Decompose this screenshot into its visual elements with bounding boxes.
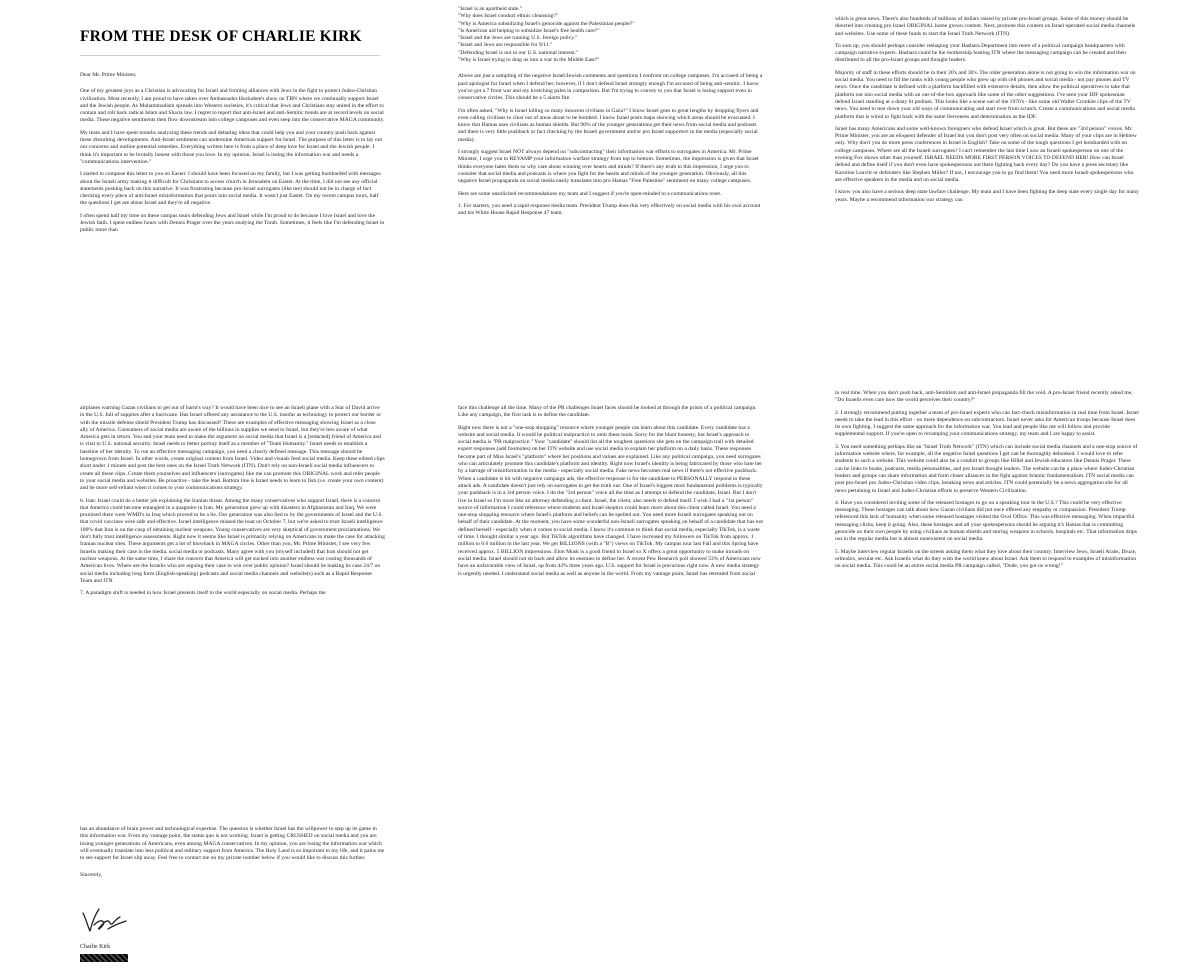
paragraph: has an abundance of brain power and technological expertise. The question is whether Israel has the willpower to step up its game in this information war. From my vantage point, the status quo is not working. Israel is getting CRUSHED on social media and you are losing younger generations of Americans, even among MAGA conservatives. In my opinion, you are losing the information war which will eventually translate into less political and military support from America. The Holy Land is so important to my life, and it pains me to see support for Israel slip away. Feel free to contact me on my private number below if you would like to discuss this further. [80, 826, 385, 862]
salutation: Dear Mr. Prime Minister, [80, 72, 137, 78]
paragraph: 6. Iran: Israel could do a better job explaining the Iranian threat. Among the many conservatives who support Israel, there is a concern that America could become entangled in a quagmire in Iran. My generation grew up with disasters in Afghanistan and Iraq. We were promised there were WMD's in Iraq which proved to be a lie. Our generation was also lied to by the governments of Israel and the U.S. that covid vaccines were safe and effective. Israel intelligence missed the boat on October 7, but we're asked to trust Israeli intelligence 100% that Iran is on the cusp of obtaining nuclear weapons. Young conservatives are very skeptical of government proclamations. We don't fully trust intelligence assessments. Right now it seems like Israel is primarily relying on Americans to make the case for attacking Iranian nuclear sites. These arguments get a lot of blowback in MAGA circles. Other than you, Mr. Prime Minister, I see very few Israelis making their case in the media, social media or podcasts. Many agree with you (myself included) that Iran should not get nuclear weapons. At the same time, I share the concern that America will get sucked into another endless war costing thousands of American lives. Where are the Israelis who are arguing their case to win over public opinion? Israel should be making its case 24/7 on social media including long form (English-speaking) podcasts and social media channels and website(s) such as a Rapid Response Team and ITN. [80, 497, 385, 584]
redaction-label [80, 967, 84, 968]
paragraph: I often spend half my time on these campus tours defending Jews and Israel while I'm proud to do because I love Israel and love the Jewish faith. I spent endless hours with Dennis Prager over the years studying the Torah. Sometimes, it feels like I'm defending Israel in public more than [80, 212, 385, 234]
page-panel-3 [835, 16, 1140, 336]
paragraph: 4. Have you considered inviting some of the released hostages to go on a speaking tour in the U.S.? This could be very effective messaging. These hostages can talk about how Gazan civilians did not once offered any empathy or compassion. President Trump referenced this lack of humanity when some released hostages visited the Oval Office. This was effective messaging. When impactful messaging clicks, keep it going. Also, these hostages and all your spokespersons should be arguing it's Hamas that is committing genocide on their own people by using civilians as human shields and storing weapons in schools, hospitals etc. That information drips out in the regular media but is almost nonexistent on social media. [835, 499, 1137, 543]
paragraph: 1. For starters, you need a rapid response media team. President Trump does this very effectively on social media with his own account and his White House Rapid Response 47 team. [458, 202, 761, 217]
letter-heading: FROM THE DESK OF CHARLIE KIRK [80, 28, 362, 45]
sign-off: Sincerely, [80, 872, 103, 879]
page-panel-4 [80, 405, 385, 758]
paragraph: Above are just a sampling of the negative Israel/Jewish comments and questions I confront on college campuses. I'm accused of being a paid apologist for Israel when I defend her; however, if I don't defend Israel strongly enough I'm accused of being anti-semitic. I know you've got a 7 front war and my kvetching pales in comparison. But I'm trying to convey to you that Israel is losing support even in conservative circles. This should be a 5 alarm fire. [458, 73, 763, 102]
question-item: "Why is Israel trying to drag us into a war in the Middle East?" [458, 57, 600, 64]
heading-rule [80, 55, 380, 56]
paragraph: One of my greatest joys as a Christian is advocating for Israel and forming alliances with Jews in the fight to protect Judeo-Christian civilization. Most recently, I am proud to have taken over Ambassador Huckabee's show on TBN where we continually support Israel and the Jewish people. As Muhammadism spreads into Western societies, it's critical that Jews and Christians stay united in the effort to contain and roll back radical Islam and Sharia law. I regret to report that anti-Israel and anti-Semitic trends are at record levels on social media. These negative sentiments then flow downstream into college campuses and even seep into the conservative MAGA community. [80, 88, 385, 124]
paragraph: Right now there is not a "one-stop shopping" resource where younger people can learn about this candidate. Every candidate has a website and social media. It would be political malpractice to omit these tools. Sorry for the blunt honesty, but Israel's approach to social media is "PR malpractice." Your "candidate" should list all the toughest questions she gets on the campaign trail with detailed expert responses (add footnotes) on her ITN website and use social media to explain her platform on a daily basis. These responses become part of Miss Israel's "platform" where her positions and values are explained. Like any political campaign, you need surrogates who can articulately promote this candidate's platform and identity. Right now Israel's identity is being fabricated by those who hate her by a barrage of misinformation in the media - especially social media. Fake news becomes real news if there's not effective pushback. When a candidate is hit with negative campaign ads, the effective response is for the candidate to PERSONALLY respond to these attack ads. A candidate doesn't just rely on surrogates to get the truth out. One of Israel's biggest most fundamental problems is typically your pushback is in a 3rd person voice. I do the "3rd person" voice all the time as I attempt to defend the candidate, Israel. But I don't live in Israel so I'm more like an attorney defending a client. Israel, the client, also needs to defend itself. I wish I had a "1st person" source of information I could reference where students and Israel skeptics could learn more about this client called Israel. You need a one-stop shopping resource where Israel's platform and beliefs can be spelled out. You need more Israeli surrogates speaking out on behalf of their candidate. At the moment, you have some wonderful non-Israeli surrogates speaking on behalf of a candidate that has not defined herself - especially when it comes to social media. I know it's common to think that social media, especially TikTok, is a waste of time. I thought similar a year ago. But TikTok algorithms have changed. I have increased my followers on TikTok from approx. 1 million to 6.6 million in the last year. We get BILLIONS (with a "B") views on TikTok. My campus tour last Fall and this Spring have received approx. 5 BILLION impressions. Elon Musk is a good friend to Israel so X offers a great opportunity to make inroads on social media. Israel should not sit back and allow its enemies to define her. A recent Pew Research poll showed 53% of Americans now have an unfavorable view of Israel, up from 42% three years ago. U.S. support for Israel is precarious right now. A new media strategy is urgently needed. I understand social media as well as anyone in the world. From my vantage point, Israel has retreated from social [458, 424, 763, 577]
question-item: "Israel is an apartheid state." [458, 6, 523, 12]
paragraph: 3. You need something perhaps like an "Israel Truth Network" (ITN) which can include social media channels and a one-stop source of information website where, for example, all the negative Israel questions I get can be thoroughly debunked. I would love to refer students to such a website. This website could also be a conduit to groups like Hillel and Jewish educators like Dennis Prager. There can be links to books, podcasts, media personalities, and pro Israel thought leaders. The website can be a place where Judeo-Christian leaders and groups can share information and form closer alliances in the fight against Islamic fundamentalism. ITN social media can post pro-Israel pro Judeo-Christian video clips, breaking news and articles. ITN could potentially be a news aggregation site for all news pertaining to Israel and Judeo-Christian efforts to preserve Western Civilization. [835, 443, 1138, 494]
paragraph: which is great news. There's also hundreds of millions of dollars raised by private pro-Israel groups. Some of this money should be directed into creating pro Israel ORIGINAL home grown content. Next, promote this content on Israel operated social media channels and websites. Use some of these funds to start the Israel Truth Network (ITN). [835, 16, 1136, 37]
question-item: "Israel and the Jews are running U.S. foreign policy." [458, 35, 578, 42]
paragraph: 5. Maybe interview regular Israelis on the streets asking them what they love about their country. Interview Jews, Israeli Arabs, Druze, orthodox, secular etc. Ask Israelis what do they wish the world knew about Israel. Ask them to respond to examples of misinformation on social media. This could be an entire social media PR campaign called, "Dude, you got us wrong!" [835, 548, 1137, 570]
paragraph: face this challenge all the time. Many of the PR challenges Israel faces should be looked at through the prism of a political campaign. Like any campaign, the first task is to define the candidate. [458, 405, 757, 419]
paragraph: My team and I have spent months analyzing these trends and debating ideas that could help you and your country push back against these disturbing developments. Anti-Israel sentiment can undermine American support for Israel. The purpose of this letter is to lay out our concerns and outline potential remedies. Everything written here is from a place of deep love for Israel and the Jewish people. I think it's important to be brutally honest with those you love. In my opinion, Israel is losing the information war and needs a "communications intervention." [80, 129, 383, 165]
paragraph: airplanes warning Gazan civilians to get out of harm's way? It would have been nice to see an Israeli plane with a Star of David arrive in the U.S. full of supplies after a hurricane. Has Israel offered any assistance to the U.S. insofar as technology to protect our border or with the missile defense shield President Trump has discussed? These are examples of effective messaging showing Israel as a close ally of America. Consumers of social media are aware of the billions in supplies we send to Israel, but they're less aware of what America gets in return. You and your team need to make the argument on social media that Israel is a [redacted] friend of America and is vital to U.S. national security. Israel needs to better portray itself as a member of "Team Humanity." Israel needs to establish a baseline of her identity. To run an effective messaging campaign, you need a clearly defined message. This message should be homegrown from Israel. In other words, create original content from Israel. Video and visuals feed social media. Keep these edited clips short under 1 minute and post the best ones on the Israel Truth Network (ITN). Don't rely on non-Israeli social media influencers to create all these clips. Create them yourselves and influencers (surrogates) like me can promote this ORIGINAL work and refer people to your social media and websites. Be proactive - take the lead. Bottom line is Israel needs to learn to fish (i.e. create your own content) and be more self-reliant when it comes to your communications strategy. [80, 405, 385, 492]
paragraph: I know you also have a serious deep state lawfare challenge. My team and I have been fighting the deep state every single day for many years. Maybe a recommend information war strategy can [835, 189, 1139, 203]
paragraph: 2. I strongly recommend putting together a team of pro-Israel experts who can fact-check misinformation in real time from Israel. Israel needs to take the lead in this effort - no more dependence on subcontractors. Israel never asks for American troops because Israel does its own fighting. I suggest the same approach for the information war. You lead and people like me will follow and provide supplemental support. If you're open to revamping your communications strategy, my team and I are happy to assist. [835, 409, 1139, 438]
page-panel-6 [835, 390, 1140, 760]
paragraph: Here are some unsolicited recommendations my team and I suggest if you're open-minded to a communications reset. [458, 190, 722, 197]
redacted-phone-bar [80, 954, 128, 962]
page-panel-1 [80, 72, 385, 334]
page-panel-5 [458, 405, 763, 760]
question-item: "Why does Israel conduct ethnic cleansing?" [458, 13, 559, 20]
paragraph: in real time. When you don't push back, anti-Semitism and anti-Israel propaganda fill the void. A pro-Israel friend recently asked me, "Do Israelis even care how the world perceives their country?" [835, 390, 1133, 404]
question-item: "Is American aid helping to subsidize Israel's free health care?" [458, 27, 600, 34]
paragraph: Israel has many Americans and some well-known foreigners who defend Israel which is great. But these are "3rd person" voices. Mr. Prime Minister, you are an eloquent defender of Israel but you don't post very often on social media. Many of your clips are in Hebrew only. Why don't you do more press conferences in Israel in English? Take on some of the tough questions I get bombarded with on college campuses. Where are all the Israeli surrogates? I can't remember the last time I saw an Israeli spokesperson on one of the evening Fox shows other than yourself. ISRAEL NEEDS MORE FIRST PERSON VOICES TO DEFEND HER! How can Israel defend and define itself if you don't even have spokespersons out there fighting back every day? Do you have a press secretary like Karoline Leavitt or defenders like Stephen Miller? If not, I encourage you to go find them! You need more Israeli spokespersons who are effective speakers in the media and on social media. [835, 125, 1137, 183]
question-item: "Defending Israel is not in our U.S. national interest." [458, 49, 579, 56]
paragraph: I'm often asked, "Why is Israel killing so many innocent civilians in Gaza?" I know Israel goes to great lengths by dropping flyers and even calling civilians to clear out of areas about to be bombed. I know Israel posts maps showing which areas should be evacuated. I know that Hamas uses civilians as human shields. But 90% of the younger generations get their news from social media and podcasts and there is very little pushback or fact checking by the Israeli government and/or pro Israel supporters in the media (especially social media). [458, 107, 759, 143]
paragraph: Majority of staff in these efforts should be in their 20's and 30's. The older generation alone is not going to win the information war on social media. You need to fill the ranks with young people who grew up with cell phones and social media - not pay phones and TV news. Once the candidate is defined with a platform backfilled with extensive details, then allow the political operatives to take that platform out into social media with an out-of-the-box approach like some of the other suggestions. I've seen your IDF spokesman defend Israel standing at a dusty lit podium. This looks like a scene out of the 1970's - like some old Walter Cronkite clips of the TV news. You need to tear down your old ways of communicating and start over from scratch. Create a communications and social media platform that is wired to fight back with the same fierceness and determination as the IDF. [835, 69, 1136, 120]
page-panel-7 [80, 826, 385, 896]
question-item: "Why is America subsidizing Israel's genocide against the Palestinian people?" [458, 20, 635, 27]
signer-name: Charlie Kirk [80, 944, 111, 950]
page-panel-2 [458, 6, 763, 336]
paragraph: 7. A paradigm shift is needed in how Israel presents itself to the world especially on social media. Perhaps the [80, 590, 326, 597]
paragraph: I strongly suggest Israel NOT always depend on "subcontracting" their information war efforts to surrogates in America. Mr. Prime Minister, I urge you to REVAMP your information warfare strategy from top to bottom. Sometimes, the impression is given that Israel thinks everyone hates them so why care about winning over hearts and minds? If there's any truth to this impression, I urge you to consider that social media and podcasts is where you fight for the hearts and minds of the younger generation. Obviously, all this negative Israel propaganda on social media easily translates into pro Hamas "Free Palestine" sentiment on many college campuses. [458, 149, 759, 185]
signature-icon [80, 905, 130, 937]
paragraph: I started to compose this letter to you on Easter. I should have been focused on my family, but I was getting bombarded with messages about the Israeli army making it difficult for Christians to access church in Jerusalem on Easter. At the time, I did not see any official statements pushing back on this narrative. It was frustrating because pro-Israel surrogates (like me) should not be in charge of fact checking every piece of anti-Israel misinformation that pours into social media. It wasn't just Easter. On my recent campus tours, half the questions I get are about Israel and they're all negative. [80, 171, 381, 207]
question-item: "Israel and Jews are responsible for 9/11." [458, 42, 553, 49]
paragraph: To sum up, you should perhaps consider reshaping your Hasbara Department into more of a political campaign headquarters with campaign narrative experts. Hasbara could be the mothership hosting ITN where the messaging campaign can be created and then distributed to all the pro-Israel groups and thought leaders. [835, 42, 1126, 64]
